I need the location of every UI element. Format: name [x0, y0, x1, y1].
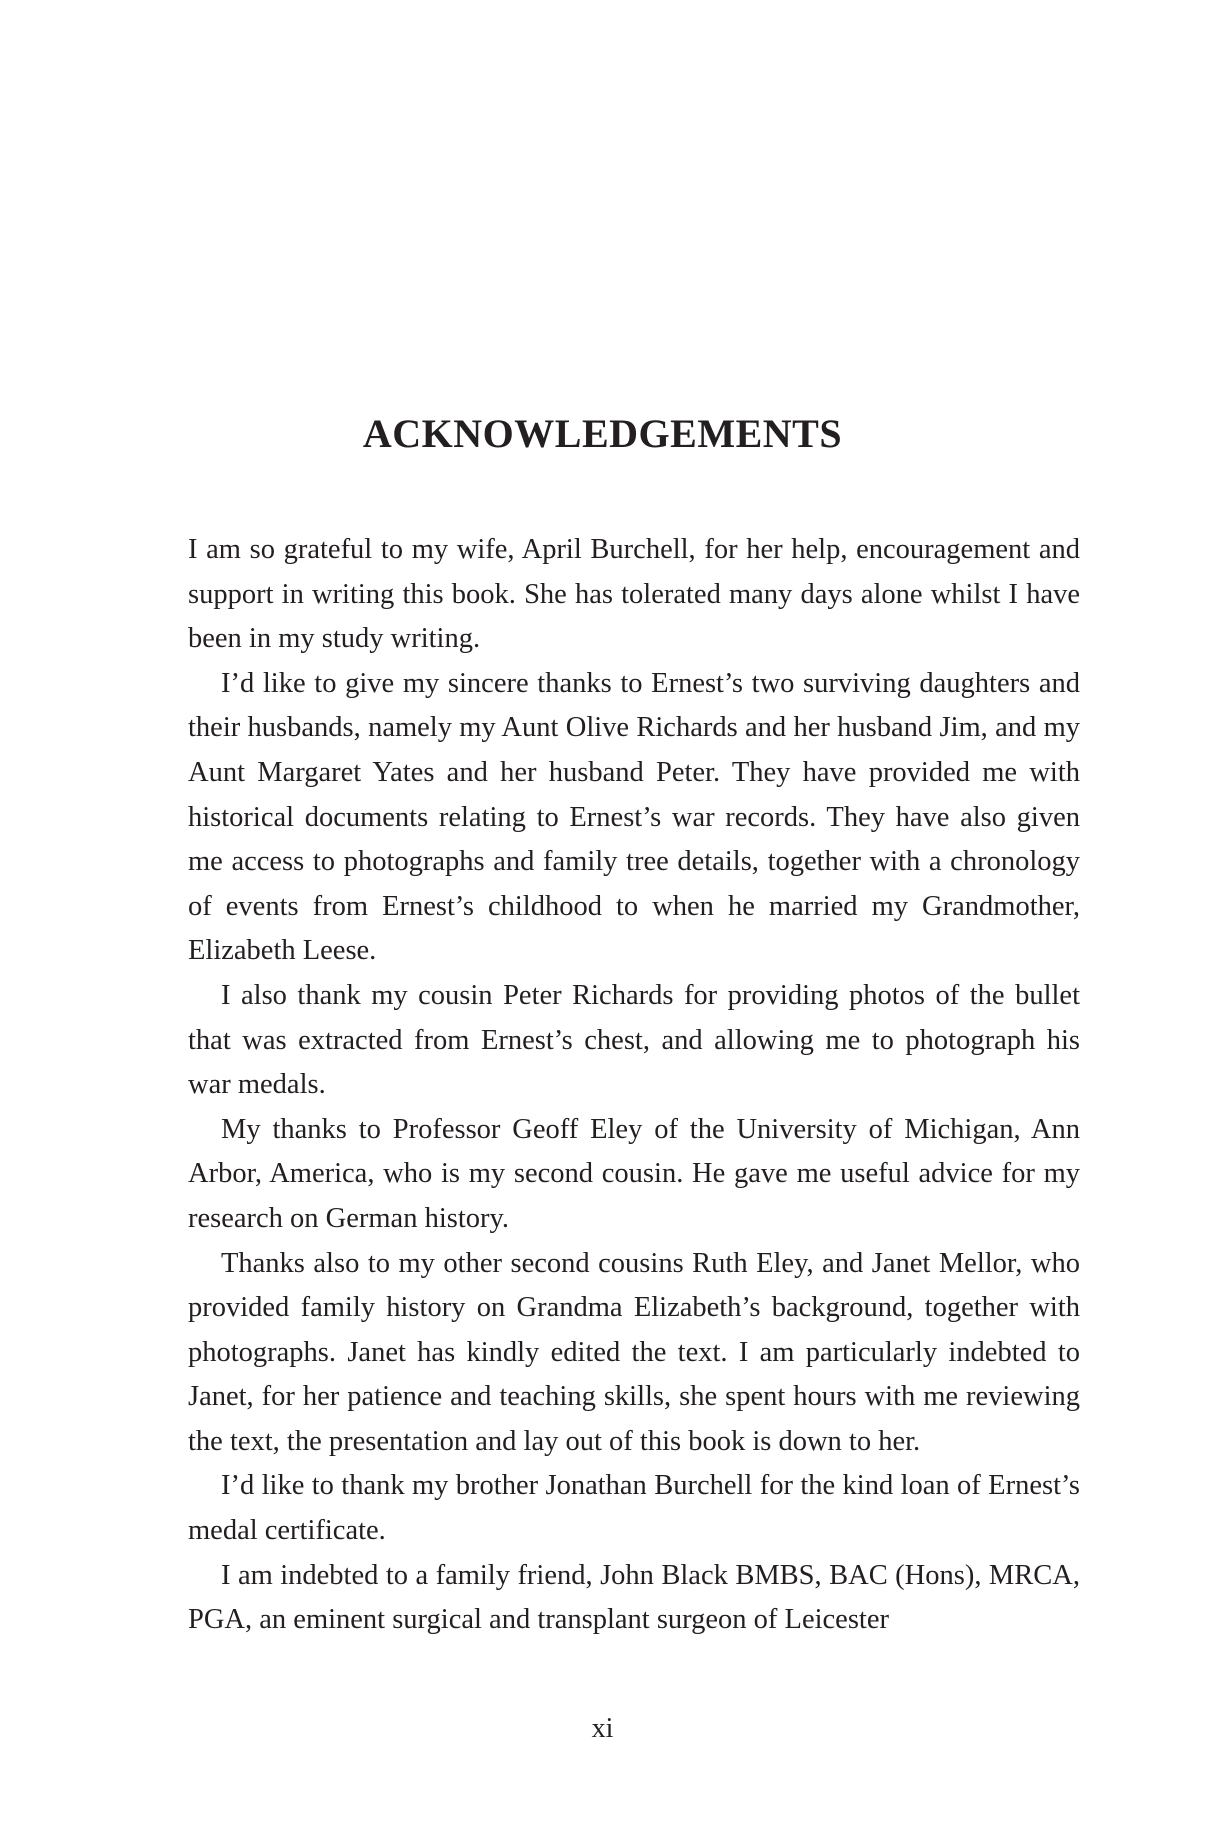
- body-text: [188, 528, 1080, 1643]
- paragraph: I’d like to give my sincere thanks to Ernest’s two surviving daughters and their husbands, namely my Aunt Olive Richards and her husband Jim, and my Aunt Margaret Yates and her husband Peter. They have provided me with historical documents relating to Ernest’s war records. They have also given me access to photographs and family tree details, together with a chronology of events from Ernest’s childhood to when he married my Grandmother, Elizabeth Leese.: [188, 667, 1080, 967]
- paragraph: I’d like to thank my brother Jonathan Burchell for the kind loan of Ernest’s medal certificate.: [188, 1470, 1080, 1547]
- paragraph: My thanks to Professor Geoff Eley of the University of Michigan, Ann Arbor, America, who is my second cousin. He gave me useful advice for my research on German history.: [188, 1113, 1080, 1234]
- paragraph: I am indebted to a family friend, John Black BMBS, BAC (Hons), MRCA, PGA, an eminent surgical and transplant surgeon of Leicester: [188, 1559, 1080, 1636]
- page-number: xi: [591, 1713, 614, 1744]
- page-heading: ACKNOWLEDGEMENTS: [362, 411, 843, 456]
- paragraph: Thanks also to my other second cousins Ruth Eley, and Janet Mellor, who provided family history on Grandma Elizabeth’s background, together with photographs. Janet has kindly edited the text. I am particularly indebted to Janet, for her patience and teaching skills, she spent hours with me reviewing the text, the presentation and lay out of this book is down to her.: [188, 1247, 1080, 1457]
- paragraph: I also thank my cousin Peter Richards for providing photos of the bullet that was extracted from Ernest’s chest, and allowing me to photograph his war medals.: [188, 979, 1080, 1101]
- paragraph: I am so grateful to my wife, April Burchell, for her help, encouragement and support in writing this book. She has tolerated many days alone whilst I have been in my study writing.: [188, 534, 1080, 655]
